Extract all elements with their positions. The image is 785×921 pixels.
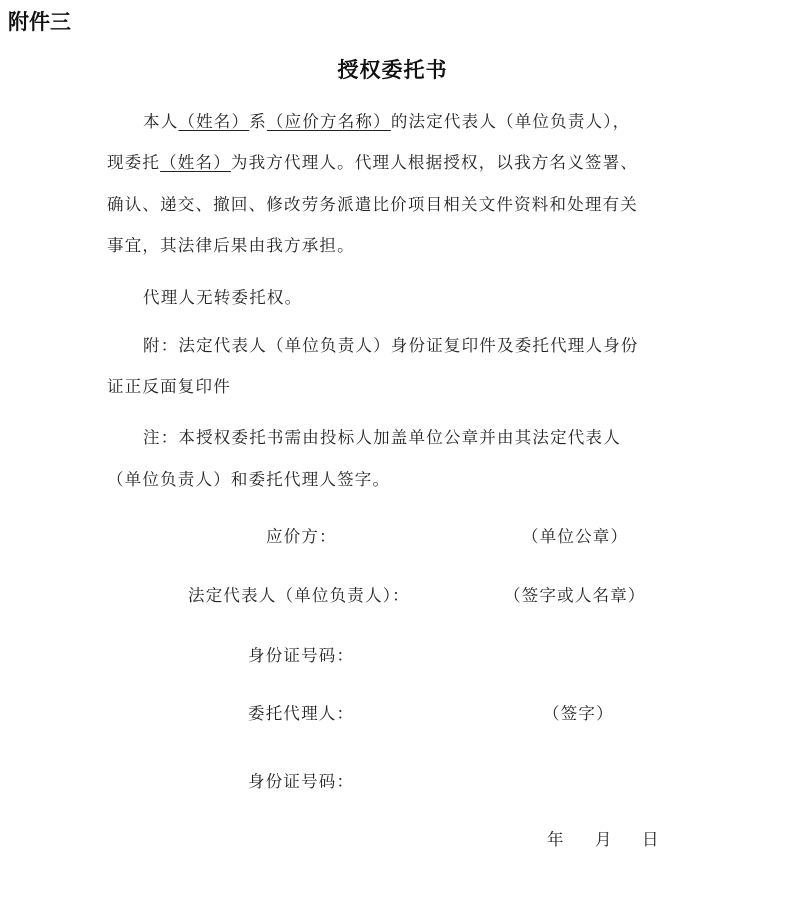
bidder-label: 应价方： [266, 527, 337, 546]
legal-rep-sign-placeholder: （签字或人名章） [504, 586, 646, 605]
text: 为我方代理人。代理人根据授权，以我方名义签署、 [230, 153, 639, 172]
remark-line1: 注：本授权委托书需由投标人加盖单位公章并由其法定代表人 [143, 428, 621, 447]
document-title: 授权委托书 [337, 58, 448, 82]
bidder-name-blank: （应价方名称） [266, 112, 391, 131]
text: 现委托 [107, 153, 161, 172]
text: 系 [249, 112, 267, 131]
no-subdelegation-text: 代理人无转委托权。 [143, 288, 303, 307]
agent-sign-placeholder: （签字） [543, 704, 614, 723]
attachment-note-line2: 证正反面复印件 [107, 377, 231, 396]
attachment-label: 附件三 [8, 10, 71, 34]
agent-label: 委托代理人： [248, 704, 355, 723]
paragraph1-line4: 事宜，其法律后果由我方承担。 [107, 236, 355, 255]
date-day: 日 [642, 830, 660, 849]
name-blank-1: （姓名） [178, 112, 250, 131]
id-number-label-2: 身份证号码： [248, 772, 355, 791]
paragraph1-line1 [143, 108, 630, 132]
date-month: 月 [595, 830, 613, 849]
date-year: 年 [547, 830, 565, 849]
text: 本人 [143, 112, 179, 131]
paragraph1-line3: 确认、递交、撤回、修改劳务派遣比价项目相关文件资料和处理有关 [107, 195, 638, 214]
bidder-stamp-placeholder: （单位公章） [522, 527, 629, 546]
id-number-label-1: 身份证号码： [248, 646, 355, 665]
remark-line2: （单位负责人）和委托代理人签字。 [107, 470, 391, 489]
attachment-note-line1: 附：法定代表人（单位负责人）身份证复印件及委托代理人身份 [143, 336, 639, 355]
text: 的法定代表人（单位负责人）， [390, 112, 631, 131]
date-line [547, 826, 660, 850]
legal-rep-label: 法定代表人（单位负责人）： [188, 586, 410, 605]
paragraph1-line2 [107, 149, 638, 173]
name-blank-2: （姓名） [160, 153, 231, 172]
